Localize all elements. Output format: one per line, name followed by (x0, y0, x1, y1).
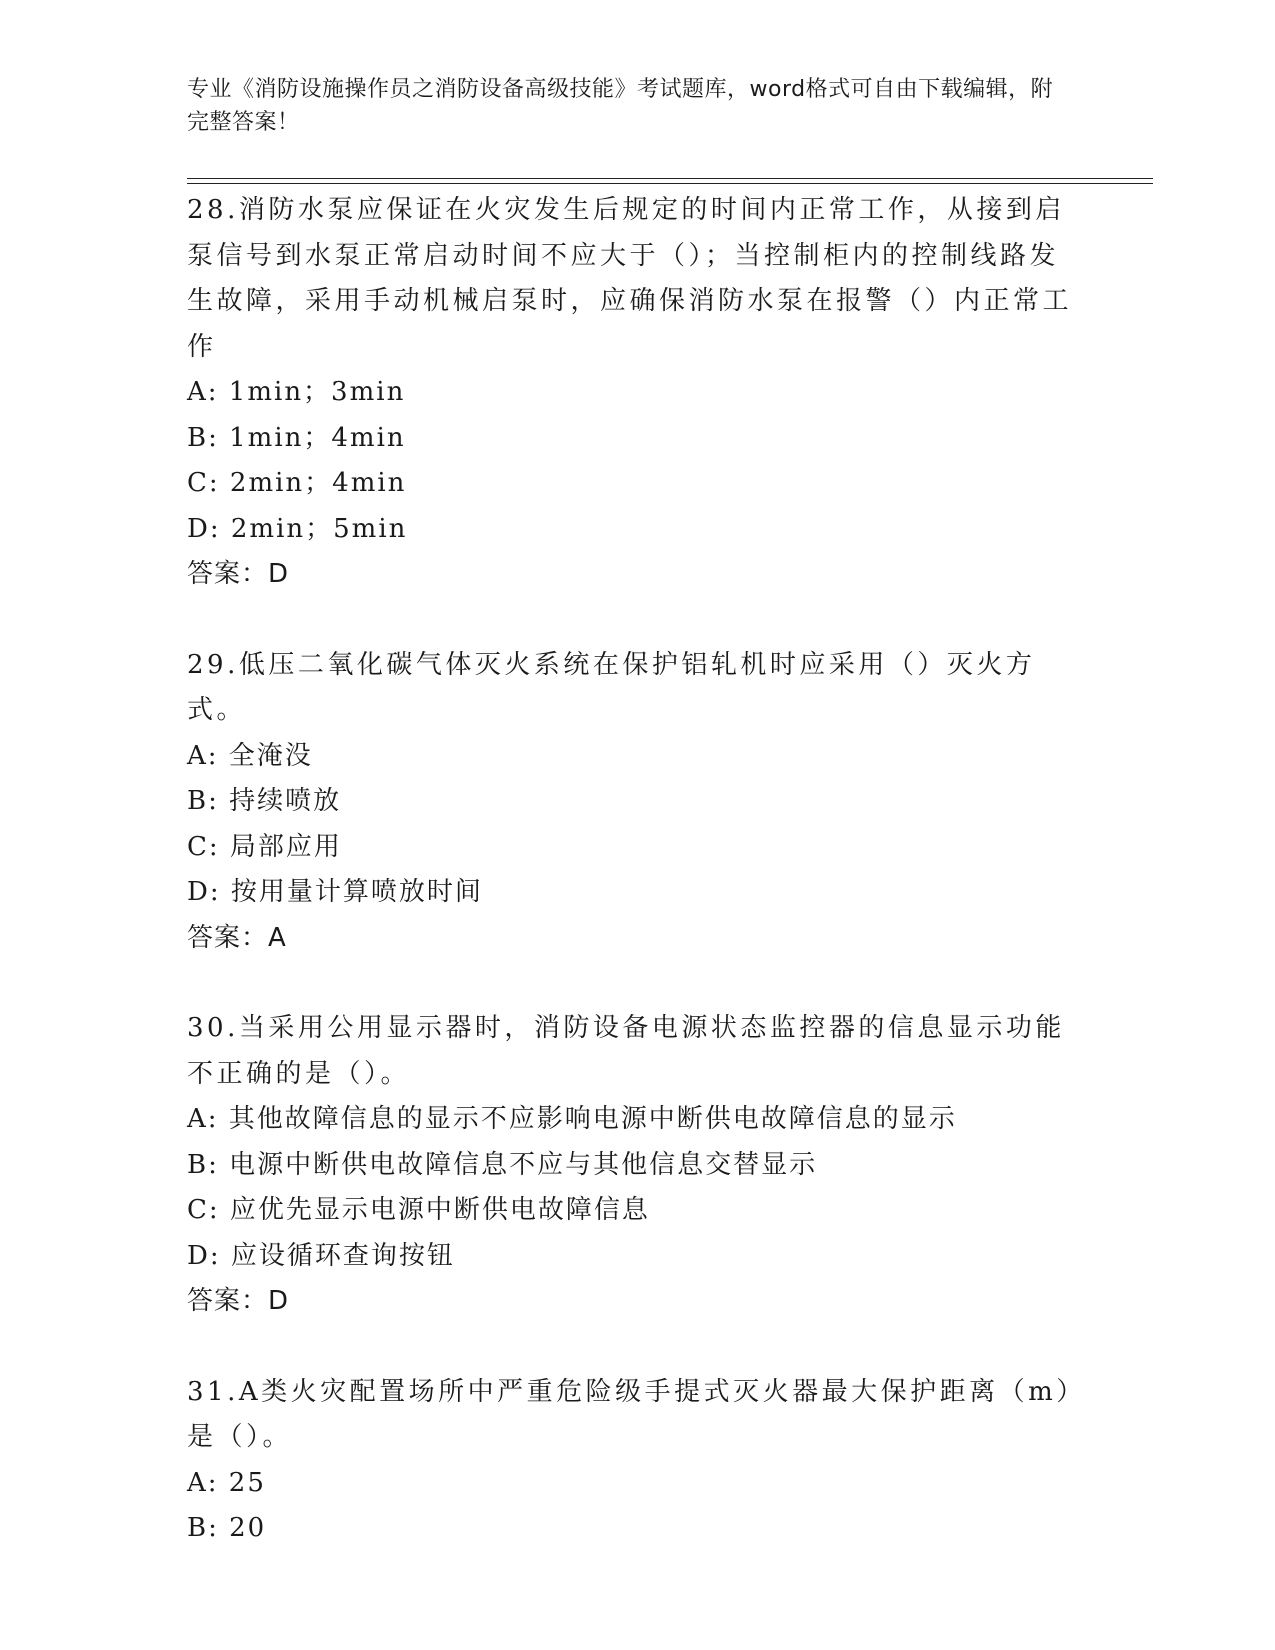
question-text: 31.A类火灾配置场所中严重危险级手提式灭火器最大保护距离（m）是（）。 (187, 1376, 1086, 1452)
document-header: 专业《消防设施操作员之消防设备高级技能》考试题库，word格式可自由下载编辑，附完整答案！ (187, 77, 1054, 135)
option-a: A: 25 (187, 1467, 266, 1498)
option-b: B: 20 (187, 1513, 267, 1543)
option-a: A: 全淹没 (187, 740, 313, 771)
answer-label: 答案：D (187, 559, 290, 589)
question-list (187, 188, 1087, 1597)
option-d: D: 按用量计算喷放时间 (187, 877, 483, 907)
question-29 (187, 643, 1087, 962)
option-b: B: 1min；4min (187, 422, 406, 453)
option-b: B: 持续喷放 (187, 786, 342, 816)
header-divider-top (187, 178, 1153, 179)
question-text: 28.消防水泵应保证在火灾发生后规定的时间内正常工作，从接到启泵信号到水泵正常启动时间不应大于（）；当控制柜内的控制线路发生故障，采用手动机械启泵时，应确保消防水泵在报警（）内正常工作 (187, 195, 1073, 362)
option-d: D: 2min；5min (187, 513, 408, 544)
answer-label: 答案：A (187, 922, 287, 953)
option-c: C: 应优先显示电源中断供电故障信息 (187, 1195, 650, 1225)
header-divider-bottom (187, 183, 1153, 184)
option-c: C: 2min；4min (187, 468, 407, 498)
question-28 (187, 188, 1087, 598)
option-c: C: 局部应用 (187, 831, 342, 862)
option-b: B: 电源中断供电故障信息不应与其他信息交替显示 (187, 1149, 818, 1180)
option-a: A: 其他故障信息的显示不应影响电源中断供电故障信息的显示 (187, 1104, 957, 1134)
question-31 (187, 1370, 1087, 1552)
answer-label: 答案：D (187, 1286, 290, 1316)
question-text: 29.低压二氧化碳气体灭火系统在保护铝轧机时应采用（）灭火方式。 (187, 649, 1036, 725)
question-text: 30.当采用公用显示器时，消防设备电源状态监控器的信息显示功能不正确的是（）。 (187, 1013, 1065, 1089)
option-d: D: 应设循环查询按钮 (187, 1240, 455, 1271)
option-a: A: 1min；3min (187, 377, 406, 407)
question-30 (187, 1006, 1087, 1325)
